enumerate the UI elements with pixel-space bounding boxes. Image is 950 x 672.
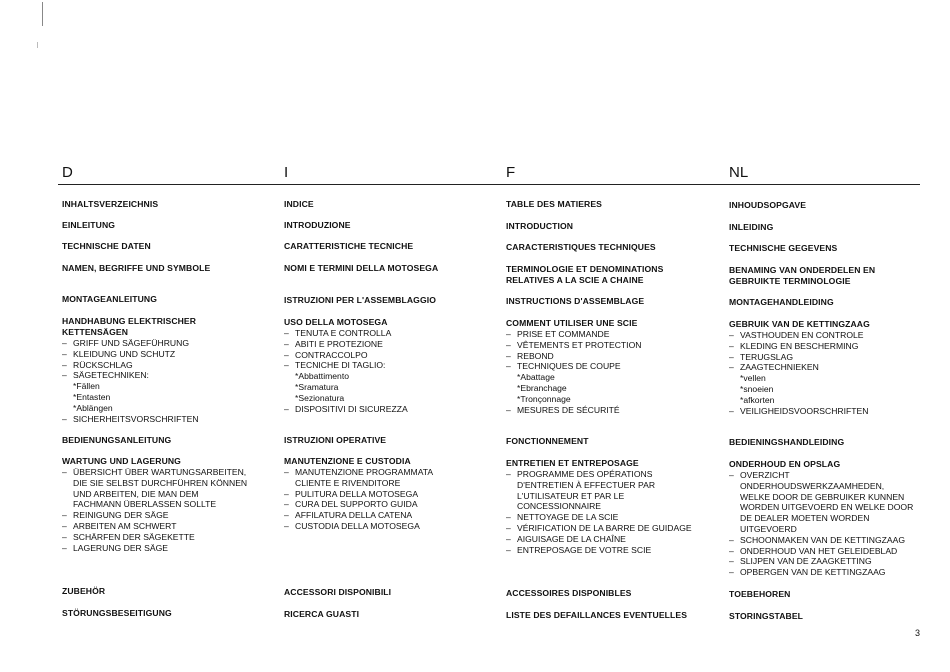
toc-section-title: WARTUNG UND LAGERUNG — [62, 456, 181, 466]
toc-section-title: INSTRUCTIONS D'ASSEMBLAGE — [506, 296, 645, 306]
toc-item-text: OVERZICHT ONDERHOUDSWERKZAAMHEDEN, WELKE DOOR DE GEBRUIKER KUNNEN WORDEN UITGEVOERD EN WELKE DOOR DE DEALER MOETEN WORDEN UITGEVOERD — [740, 470, 914, 534]
toc-item-list — [284, 467, 499, 532]
dash-bullet: – — [506, 533, 511, 544]
toc-section-title: RICERCA GUASTI — [284, 609, 360, 619]
toc-subitem: *Sezionatura — [295, 392, 345, 403]
dash-bullet: – — [506, 522, 511, 533]
toc-item-text: SCHÄRFEN DER SÄGEKETTE — [73, 531, 195, 542]
scan-mark — [37, 42, 38, 48]
toc-item — [62, 510, 277, 521]
toc-subitem: *snoeien — [740, 383, 774, 394]
toc-item-list — [284, 328, 499, 414]
toc-section-title: GEBRUIK VAN DE KETTINGZAAG — [729, 319, 870, 329]
toc-item — [62, 370, 277, 381]
toc-item — [284, 328, 499, 339]
toc-section-title: EINLEITUNG — [62, 220, 116, 230]
toc-item-text: KLEDING EN BESCHERMING — [740, 340, 859, 351]
toc-section-title: CARATTERISTICHE TECNICHE — [284, 241, 414, 251]
lang-header-nl: NL — [729, 164, 749, 181]
toc-section-title: TECHNISCHE GEGEVENS — [729, 243, 838, 253]
dash-bullet: – — [729, 556, 734, 567]
toc-item-list — [729, 330, 929, 416]
toc-item-text: ARBEITEN AM SCHWERT — [73, 520, 177, 531]
toc-item-text: SICHERHEITSVORSCHRIFTEN — [73, 413, 199, 424]
toc-item-list — [506, 329, 721, 415]
dash-bullet: – — [284, 467, 289, 477]
dash-bullet: – — [729, 534, 734, 545]
toc-item — [506, 351, 721, 362]
toc-item-text: PULITURA DELLA MOTOSEGA — [295, 488, 419, 499]
toc-section-title: INTRODUCTION — [506, 221, 574, 231]
dash-bullet: – — [62, 520, 67, 531]
toc-section-title: ENTRETIEN ET ENTREPOSAGE — [506, 458, 639, 468]
toc-item-text: ABITI E PROTEZIONE — [295, 338, 383, 349]
dash-bullet: – — [284, 510, 289, 521]
toc-item-text: VEILIGHEIDSVOORSCHRIFTEN — [740, 405, 869, 416]
dash-bullet: – — [729, 351, 734, 362]
toc-section-title: INDICE — [284, 199, 314, 209]
dash-bullet: – — [62, 359, 67, 370]
dash-bullet: – — [284, 403, 289, 414]
scan-mark — [42, 2, 43, 26]
toc-section-title: INLEIDING — [729, 222, 774, 232]
toc-item — [284, 510, 499, 521]
toc-section-title: ISTRUZIONI PER L'ASSEMBLAGGIO — [284, 295, 436, 305]
toc-item-text: PROGRAMME DES OPÉRATIONS D'ENTRETIEN À EFFECTUER PAR L'UTILISATEUR ET PAR LE CONCESSIONNAIRE — [517, 469, 656, 512]
toc-item-text: ZAAGTECHNIEKEN — [740, 362, 819, 373]
toc-section-title: HANDHABUNG ELEKTRISCHER KETTENSÄGEN — [62, 316, 197, 337]
toc-item — [62, 349, 277, 360]
toc-subitem: *Ebranchage — [517, 382, 567, 393]
toc-section-title: ZUBEHÖR — [62, 586, 106, 596]
toc-item — [729, 556, 929, 567]
toc-section-title: ISTRUZIONI OPERATIVE — [284, 435, 387, 445]
toc-item — [729, 406, 929, 417]
lang-header-d: D — [62, 164, 73, 181]
toc-item — [729, 567, 929, 578]
toc-section-title: STÖRUNGSBESEITIGUNG — [62, 608, 172, 618]
toc-item-list — [729, 470, 929, 578]
toc-item — [506, 340, 721, 351]
toc-item-text: ÜBERSICHT ÜBER WARTUNGSARBEITEN, DIE SIE SELBST DURCHFÜHREN KÖNNEN UND ARBEITEN, DIE MAN DEM FACHMANN ÜBERLASSEN SOLLTE — [73, 467, 248, 510]
dash-bullet: – — [62, 542, 67, 553]
toc-item — [729, 546, 929, 557]
toc-item-text: SCHOONMAKEN VAN DE KETTINGZAAG — [740, 534, 906, 545]
dash-bullet: – — [729, 405, 734, 416]
toc-section-title: ACCESSOIRES DISPONIBLES — [506, 588, 632, 598]
toc-item-text: TENUTA E CONTROLLA — [295, 328, 392, 338]
dash-bullet: – — [284, 499, 289, 510]
toc-item-list — [62, 467, 277, 553]
dash-bullet: – — [284, 360, 289, 371]
dash-bullet: – — [506, 350, 511, 361]
dash-bullet: – — [506, 512, 511, 523]
toc-item — [62, 338, 277, 349]
toc-item-text: ENTREPOSAGE DE VOTRE SCIE — [517, 544, 652, 555]
toc-item — [729, 470, 929, 535]
toc-item — [729, 362, 929, 373]
toc-section-title: BEDIENUNGSANLEITUNG — [62, 435, 172, 445]
dash-bullet: – — [62, 531, 67, 542]
toc-item-text: SLIJPEN VAN DE ZAAGKETTING — [740, 556, 872, 567]
toc-section-title: INHOUDSOPGAVE — [729, 200, 807, 210]
dash-bullet: – — [506, 329, 511, 339]
toc-subitem: *Ablängen — [73, 402, 113, 413]
toc-item-text: MANUTENZIONE PROGRAMMATA CLIENTE E RIVENDITORE — [295, 467, 434, 488]
dash-bullet: – — [62, 370, 67, 381]
toc-item — [506, 469, 721, 512]
toc-section-title: NOMI E TERMINI DELLA MOTOSEGA — [284, 263, 439, 273]
toc-section-title: TOEBEHOREN — [729, 589, 791, 599]
toc-section-title: MANUTENZIONE E CUSTODIA — [284, 456, 411, 466]
toc-section-title: STORINGSTABEL — [729, 611, 804, 621]
toc-item-text: PRISE ET COMMANDE — [517, 329, 610, 339]
header-rule — [58, 184, 920, 185]
dash-bullet: – — [729, 330, 734, 340]
toc-item — [506, 534, 721, 545]
toc-item-text: OPBERGEN VAN DE KETTINGZAAG — [740, 567, 886, 578]
toc-section-title: BENAMING VAN ONDERDELEN EN GEBRUIKTE TERMINOLOGIE — [729, 265, 876, 286]
toc-item — [62, 521, 277, 532]
lang-header-f: F — [506, 164, 516, 181]
toc-item-text: AFFILATURA DELLA CATENA — [295, 510, 413, 521]
toc-item — [284, 339, 499, 350]
toc-section-title: ACCESSORI DISPONIBILI — [284, 587, 392, 597]
toc-item — [284, 404, 499, 415]
toc-item — [506, 523, 721, 534]
toc-subitem: *Sramatura — [295, 381, 339, 392]
toc-item — [284, 521, 499, 532]
toc-item — [506, 512, 721, 523]
dash-bullet: – — [62, 467, 67, 477]
toc-item-list — [62, 338, 277, 424]
dash-bullet: – — [729, 470, 734, 480]
toc-item-text: CURA DEL SUPPORTO GUIDA — [295, 499, 418, 510]
toc-section-title: INHALTSVERZEICHNIS — [62, 199, 159, 209]
toc-item — [284, 489, 499, 500]
toc-item — [284, 360, 499, 371]
toc-item — [506, 405, 721, 416]
toc-item-text: GRIFF UND SÄGEFÜHRUNG — [73, 338, 190, 348]
toc-subitem: *afkorten — [740, 394, 775, 405]
toc-item — [62, 532, 277, 543]
toc-item — [284, 350, 499, 361]
toc-item-text: ONDERHOUD VAN HET GELEIDEBLAD — [740, 545, 898, 556]
page-number: 3 — [914, 628, 920, 638]
dash-bullet: – — [506, 404, 511, 415]
toc-section-title: INTRODUZIONE — [284, 220, 351, 230]
toc-item-text: MESURES DE SÉCURITÉ — [517, 404, 620, 415]
dash-bullet: – — [62, 348, 67, 359]
toc-subitem: *Abbattimento — [295, 371, 349, 382]
toc-item-text: LAGERUNG DER SÄGE — [73, 542, 169, 553]
toc-section-title: BEDIENINGSHANDLEIDING — [729, 437, 845, 447]
toc-item-text: CUSTODIA DELLA MOTOSEGA — [295, 520, 420, 531]
toc-section-title: NAMEN, BEGRIFFE UND SYMBOLE — [62, 263, 211, 273]
dash-bullet: – — [729, 340, 734, 351]
toc-item — [729, 352, 929, 363]
dash-bullet: – — [506, 339, 511, 350]
toc-item-text: CONTRACCOLPO — [295, 349, 368, 360]
dash-bullet: – — [284, 488, 289, 499]
dash-bullet: – — [62, 338, 67, 348]
toc-item-text: REINIGUNG DER SÄGE — [73, 510, 169, 521]
toc-item-text: SÄGETECHNIKEN: — [73, 370, 149, 381]
toc-section-title: ONDERHOUD EN OPSLAG — [729, 459, 841, 469]
dash-bullet: – — [729, 362, 734, 373]
toc-section-title: LISTE DES DEFAILLANCES EVENTUELLES — [506, 610, 688, 620]
toc-item — [62, 467, 277, 510]
toc-subitem: *Abattage — [517, 372, 555, 383]
toc-item — [284, 467, 499, 489]
dash-bullet: – — [284, 349, 289, 360]
toc-section-title: COMMENT UTILISER UNE SCIE — [506, 318, 638, 328]
toc-subitem: *Tronçonnage — [517, 393, 571, 404]
dash-bullet: – — [284, 338, 289, 349]
toc-item — [506, 329, 721, 340]
dash-bullet: – — [729, 567, 734, 578]
dash-bullet: – — [284, 520, 289, 531]
toc-section-title: TABLE DES MATIERES — [506, 199, 603, 209]
toc-item — [62, 543, 277, 554]
toc-item-text: VÉRIFICATION DE LA BARRE DE GUIDAGE — [517, 522, 692, 533]
toc-item-list — [506, 469, 721, 555]
toc-item — [62, 414, 277, 425]
dash-bullet: – — [506, 361, 511, 372]
toc-item-text: DISPOSITIVI DI SICUREZZA — [295, 403, 408, 414]
toc-subitem: *vellen — [740, 373, 766, 384]
toc-item-text: TECHNIQUES DE COUPE — [517, 361, 621, 372]
toc-item-text: VÊTEMENTS ET PROTECTION — [517, 339, 642, 350]
dash-bullet: – — [284, 328, 289, 338]
toc-item-text: NETTOYAGE DE LA SCIE — [517, 512, 619, 523]
toc-item-text: TERUGSLAG — [740, 351, 794, 362]
toc-item — [729, 535, 929, 546]
toc-subitem: *Fällen — [73, 381, 100, 392]
toc-item — [729, 341, 929, 352]
dash-bullet: – — [62, 510, 67, 521]
toc-item — [284, 499, 499, 510]
dash-bullet: – — [729, 545, 734, 556]
toc-item — [62, 360, 277, 371]
dash-bullet: – — [506, 544, 511, 555]
toc-subitem: *Entasten — [73, 391, 111, 402]
toc-section-title: TECHNISCHE DATEN — [62, 241, 151, 251]
toc-item-text: RÜCKSCHLAG — [73, 359, 133, 370]
toc-item-text: AIGUISAGE DE LA CHAÎNE — [517, 533, 626, 544]
toc-item-text: KLEIDUNG UND SCHUTZ — [73, 348, 176, 359]
toc-section-title: FONCTIONNEMENT — [506, 436, 589, 446]
toc-item-text: REBOND — [517, 350, 554, 361]
toc-section-title: TERMINOLOGIE ET DENOMINATIONS RELATIVES A LA SCIE A CHAINE — [506, 264, 664, 285]
toc-item — [729, 330, 929, 341]
toc-item — [506, 361, 721, 372]
toc-item — [506, 545, 721, 556]
toc-section-title: CARACTERISTIQUES TECHNIQUES — [506, 242, 656, 252]
toc-item-text: VASTHOUDEN EN CONTROLE — [740, 330, 864, 340]
lang-header-i: I — [284, 164, 289, 181]
toc-section-title: USO DELLA MOTOSEGA — [284, 317, 388, 327]
toc-item-text: TECNICHE DI TAGLIO: — [295, 360, 386, 371]
toc-section-title: MONTAGEHANDLEIDING — [729, 297, 834, 307]
toc-section-title: MONTAGEANLEITUNG — [62, 294, 158, 304]
dash-bullet: – — [62, 413, 67, 424]
dash-bullet: – — [506, 469, 511, 479]
